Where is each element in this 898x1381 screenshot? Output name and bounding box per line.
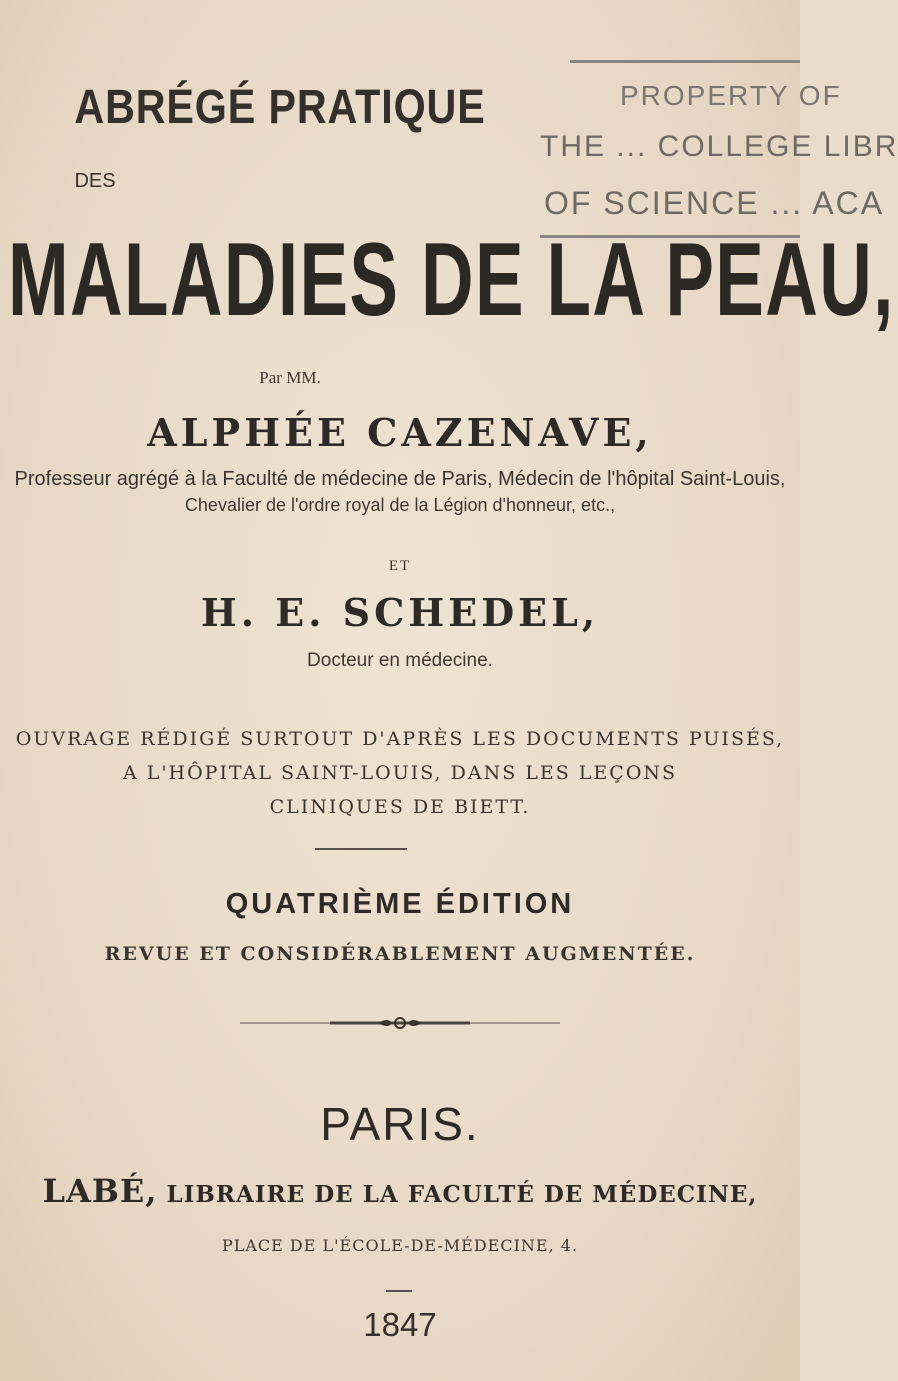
title-line-2: DES: [74, 170, 116, 192]
author1-name: ALPHÉE CAZENAVE,: [147, 410, 653, 455]
year-dash: [386, 1290, 412, 1292]
imprint-address: PLACE DE L'ÉCOLE-DE-MÉDECINE, 4.: [221, 1236, 579, 1255]
ornament-divider: [0, 1015, 800, 1034]
stamp-line-2: THE ... COLLEGE LIBR: [540, 130, 898, 163]
imprint-year: 1847: [363, 1306, 437, 1343]
description-line-1: OUVRAGE RÉDIGÉ SURTOUT D'APRÈS LES DOCUMENTS PUISÉS,: [15, 728, 785, 750]
stamp-line-3: OF SCIENCE ... ACA: [544, 185, 885, 221]
author2-credentials: Docteur en médecine.: [307, 650, 493, 671]
description-line-2: A L'HÔPITAL SAINT-LOUIS, DANS LES LEÇONS: [122, 762, 678, 784]
title-main: MALADIES DE LA PEAU,: [8, 222, 895, 338]
edition-subtitle: REVUE ET CONSIDÉRABLEMENT AUGMENTÉE.: [104, 943, 696, 965]
edition-title: QUATRIÈME ÉDITION: [225, 888, 575, 920]
imprint-publisher: [0, 1172, 800, 1210]
ornament-rule-icon: [240, 1016, 560, 1030]
author1-credentials-2: Chevalier de l'ordre royal de la Légion d'honneur, etc.,: [184, 495, 616, 515]
conjunction: ET: [388, 558, 412, 574]
publisher-description: LIBRAIRE DE LA FACULTÉ DE MÉDECINE,: [166, 1181, 758, 1208]
author2-name: H. E. SCHEDEL,: [200, 590, 600, 635]
publisher-name: LABÉ,: [42, 1172, 158, 1210]
description-line-3: CLINIQUES DE BIETT.: [269, 796, 531, 818]
stamp-line-1: PROPERTY OF: [620, 80, 842, 111]
author1-credentials-1: Professeur agrégé à la Faculté de médecine de Paris, Médecin de l'hôpital Saint-Louis,: [14, 468, 786, 490]
imprint-city: PARIS.: [320, 1098, 480, 1150]
divider-rule: [315, 848, 407, 850]
title-line-1: ABRÉGÉ PRATIQUE: [74, 81, 486, 134]
authors-intro: Par MM.: [259, 368, 321, 387]
library-stamp: [540, 40, 898, 250]
